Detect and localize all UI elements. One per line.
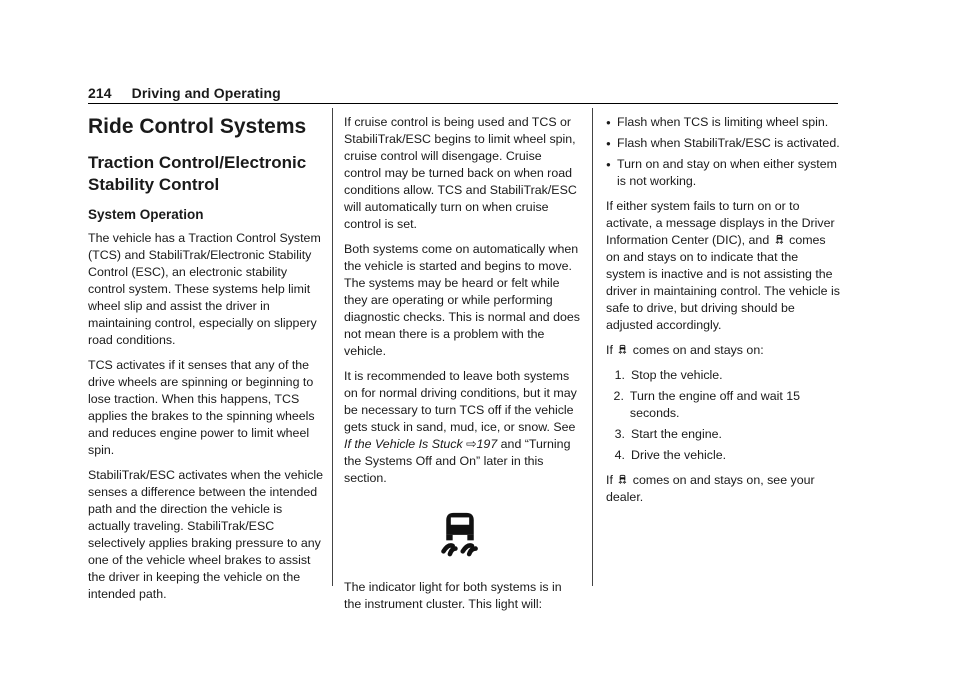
list-item: 4. Drive the vehicle. xyxy=(614,448,727,462)
list-item: ● Flash when TCS is limiting wheel spin. xyxy=(606,114,840,131)
column-2 xyxy=(344,114,580,621)
page-header xyxy=(88,85,281,101)
paragraph: The vehicle has a Traction Control System (TCS) and StabiliTrak/Electronic Stability Control (ESC), an electronic stability control system. These systems help limit wheel slip and assist the driver in maintaining control, especially on slippery road conditions. xyxy=(88,231,321,347)
paragraph: If cruise control is being used and TCS or StabiliTrak/ESC begins to limit wheel spin, cruise control will disengage. Cruise control may be turned back on when road conditions allow. TCS and StabiliTrak/ESC will automatically turn on when cruise control is set. xyxy=(344,115,577,231)
subsection-heading: System Operation xyxy=(88,207,204,222)
column-1 xyxy=(88,114,326,611)
section-heading: Traction Control/Electronic Stability Control xyxy=(88,153,307,194)
paragraph-text: It is recommended to leave both systems on for normal driving conditions, but it may be necessary to turn TCS off if the vehicle gets stuck in sand, mud, ice, or snow. See xyxy=(344,369,577,434)
cross-reference-link[interactable]: If the Vehicle Is Stuck xyxy=(344,437,463,451)
traction-indicator-icon xyxy=(618,473,627,485)
paragraph: Both systems come on automatically when the vehicle is started and begins to move. The systems may be heard or felt while they are operating or while performing diagnostic checks. This is normal and does not mean there is a problem with the vehicle. xyxy=(344,242,581,358)
column-divider xyxy=(592,108,593,586)
list-item: 3. Start the engine. xyxy=(614,427,722,441)
list-item: ● Flash when StabiliTrak/ESC is activated. xyxy=(606,135,840,152)
page-number: 214 xyxy=(88,85,112,101)
paragraph xyxy=(344,368,580,487)
page-title: Ride Control Systems xyxy=(88,115,307,138)
traction-indicator-icon xyxy=(775,233,784,245)
cross-reference-page[interactable]: 197 xyxy=(476,437,498,451)
paragraph: If either system fails to turn on or to activate, a message displays in the Driver Information Center (DIC), and comes on and stays on to indicate that the system is inactive and is not assisting the driver in maintaining control. The vehicle is safe to drive, but driving should be adjusted accordingly. xyxy=(606,199,840,332)
page-arrow-icon: ⇨ xyxy=(466,437,477,451)
bullet-list xyxy=(606,114,840,190)
paragraph: TCS activates if it senses that any of the drive wheels are spinning or beginning to lose traction. When this happens, TCS applies the brakes to the spinning wheels and reduces engine power to limit wheel spin. xyxy=(88,358,315,457)
steps-list xyxy=(606,367,840,464)
paragraph: StabiliTrak/ESC activates when the vehicle senses a difference between the intended path and the direction the vehicle is actually traveling. StabiliTrak/ESC selectively applies braking pressure to any one of the vehicle wheel brakes to assist the driver in keeping the vehicle on the intended path. xyxy=(88,468,324,601)
column-divider xyxy=(332,108,333,586)
section-title: Driving and Operating xyxy=(131,85,281,101)
paragraph-text: and “Turning the Systems Off and On” later in this section. xyxy=(344,437,571,485)
header-rule xyxy=(88,103,838,104)
list-item: ● Turn on and stay on when either system is not working. xyxy=(606,156,840,190)
list-item: 2. Turn the engine off and wait 15 seconds. xyxy=(613,389,801,420)
paragraph: If comes on and stays on: xyxy=(606,343,764,357)
traction-indicator-icon xyxy=(618,343,627,355)
paragraph: If comes on and stays on, see your dealer. xyxy=(606,473,815,504)
list-item: 1. Stop the vehicle. xyxy=(614,368,723,382)
traction-skid-icon xyxy=(438,509,482,557)
paragraph: The indicator light for both systems is in the instrument cluster. This light will: xyxy=(344,580,562,611)
column-3 xyxy=(606,114,840,514)
